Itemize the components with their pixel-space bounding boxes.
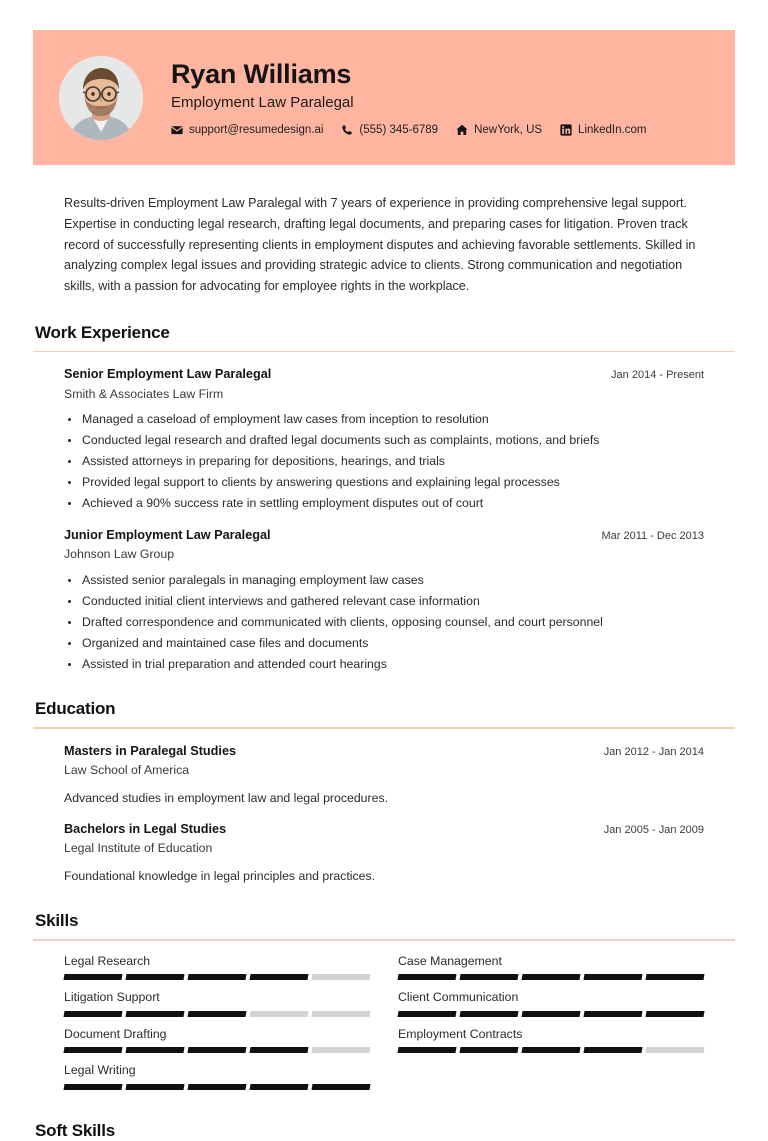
work-entry-bullets bbox=[64, 411, 704, 512]
skill-rating-bar bbox=[64, 1084, 370, 1090]
linkedin-icon bbox=[560, 124, 572, 136]
skill-item bbox=[398, 953, 704, 981]
skill-rating-segment bbox=[521, 974, 580, 980]
education-entry-institution: Legal Institute of Education bbox=[64, 841, 213, 856]
list-item: Achieved a 90% success rate in settling employment disputes out of court bbox=[64, 495, 704, 512]
contact-location[interactable] bbox=[456, 124, 542, 136]
section-skills bbox=[33, 911, 735, 1099]
education-entry-header bbox=[64, 743, 704, 760]
work-entry-role: Junior Employment Law Paralegal bbox=[64, 527, 271, 542]
skill-item bbox=[64, 1026, 370, 1054]
skill-rating-segment bbox=[459, 1011, 518, 1017]
list-item: Drafted correspondence and communicated with clients, opposing counsel, and court personnel bbox=[64, 614, 704, 631]
skill-name: Client Communication bbox=[398, 990, 519, 1005]
contact-location-text: NewYork, US bbox=[474, 124, 543, 137]
skill-rating-segment bbox=[249, 1084, 308, 1090]
skill-item bbox=[398, 1026, 704, 1054]
skill-rating-segment bbox=[311, 1084, 370, 1090]
list-item: Conducted legal research and drafted legal documents such as complaints, motions, and briefs bbox=[64, 432, 704, 449]
skill-rating-segment bbox=[125, 1047, 184, 1053]
work-entry-header bbox=[64, 366, 704, 383]
education-entry-degree: Bachelors in Legal Studies bbox=[64, 821, 227, 836]
work-entry-date: Jan 2014 - Present bbox=[611, 369, 704, 382]
skill-rating-bar bbox=[398, 974, 704, 980]
skill-rating-segment bbox=[397, 974, 456, 980]
section-title-education: Education bbox=[35, 699, 116, 719]
education-entry-description: Advanced studies in employment law and legal procedures. bbox=[64, 790, 389, 805]
education-entry bbox=[33, 743, 735, 807]
header-text-block bbox=[171, 59, 709, 136]
skill-rating-segment bbox=[187, 1011, 246, 1017]
skill-rating-segment bbox=[397, 1047, 456, 1053]
email-icon bbox=[171, 124, 183, 136]
education-entry bbox=[33, 821, 735, 885]
skill-rating-segment bbox=[63, 1011, 122, 1017]
skill-rating-bar bbox=[64, 974, 370, 980]
section-divider bbox=[33, 351, 735, 353]
skill-item bbox=[398, 989, 704, 1017]
list-item: Provided legal support to clients by answering questions and explaining legal processes bbox=[64, 474, 704, 491]
skill-rating-segment bbox=[583, 974, 642, 980]
list-item: Assisted senior paralegals in managing employment law cases bbox=[64, 572, 704, 589]
section-title-work-experience: Work Experience bbox=[35, 322, 170, 342]
contact-linkedin-text: LinkedIn.com bbox=[578, 124, 647, 137]
skill-rating-segment bbox=[583, 1047, 642, 1053]
list-item: Assisted attorneys in preparing for depositions, hearings, and trials bbox=[64, 453, 704, 470]
list-item: Assisted in trial preparation and attended court hearings bbox=[64, 656, 704, 673]
skill-rating-segment bbox=[459, 974, 518, 980]
skill-rating-segment bbox=[249, 974, 308, 980]
skill-item bbox=[64, 989, 370, 1017]
work-entry-date: Mar 2011 - Dec 2013 bbox=[601, 529, 704, 542]
skill-name: Document Drafting bbox=[64, 1026, 167, 1041]
work-entry-role: Senior Employment Law Paralegal bbox=[64, 367, 272, 382]
contact-linkedin[interactable] bbox=[560, 124, 646, 136]
list-item: Conducted initial client interviews and gathered relevant case information bbox=[64, 593, 704, 610]
skill-name: Legal Writing bbox=[64, 1063, 136, 1078]
work-entry-bullets bbox=[64, 572, 704, 673]
section-title-skills: Skills bbox=[35, 911, 79, 931]
skill-rating-segment bbox=[125, 1011, 184, 1017]
education-entry-date: Jan 2012 - Jan 2014 bbox=[603, 745, 704, 758]
list-item: Organized and maintained case files and documents bbox=[64, 635, 704, 652]
education-entry-description: Foundational knowledge in legal principles and practices. bbox=[64, 868, 376, 883]
skill-name: Employment Contracts bbox=[398, 1026, 523, 1041]
resume-header bbox=[33, 30, 735, 165]
phone-icon bbox=[341, 124, 353, 136]
contact-phone-text: (555) 345-6789 bbox=[359, 124, 439, 137]
home-icon bbox=[456, 124, 468, 136]
skill-item bbox=[64, 1062, 370, 1090]
education-entry-institution: Law School of America bbox=[64, 763, 190, 778]
skill-name: Legal Research bbox=[64, 953, 151, 968]
contact-email[interactable] bbox=[171, 124, 323, 136]
page-title: Ryan Williams bbox=[171, 58, 352, 89]
work-entry-organization: Smith & Associates Law Firm bbox=[64, 386, 224, 401]
section-work-experience bbox=[33, 323, 735, 673]
skill-name: Case Management bbox=[398, 953, 502, 968]
job-title: Employment Law Paralegal bbox=[171, 94, 354, 112]
contact-phone[interactable] bbox=[341, 124, 438, 136]
skill-rating-segment bbox=[311, 1011, 370, 1017]
skill-rating-segment bbox=[249, 1011, 308, 1017]
skill-rating-segment bbox=[645, 974, 704, 980]
skill-rating-bar bbox=[64, 1047, 370, 1053]
profile-photo-image bbox=[59, 56, 143, 140]
skill-rating-segment bbox=[187, 1084, 246, 1090]
skill-rating-bar bbox=[398, 1011, 704, 1017]
skill-rating-bar bbox=[64, 1011, 370, 1017]
work-entry bbox=[33, 527, 735, 673]
skill-rating-segment bbox=[397, 1011, 456, 1017]
section-divider bbox=[33, 727, 735, 729]
avatar bbox=[59, 56, 143, 140]
skill-rating-segment bbox=[645, 1011, 704, 1017]
skill-item bbox=[64, 953, 370, 981]
education-entry-date: Jan 2005 - Jan 2009 bbox=[603, 823, 704, 836]
skill-name: Litigation Support bbox=[64, 990, 160, 1005]
work-entry-header bbox=[64, 527, 704, 544]
skill-rating-segment bbox=[459, 1047, 518, 1053]
list-item: Managed a caseload of employment law cases from inception to resolution bbox=[64, 411, 704, 428]
education-entry-degree: Masters in Paralegal Studies bbox=[64, 743, 237, 758]
section-title-soft-skills: Soft Skills bbox=[35, 1121, 115, 1141]
skill-rating-segment bbox=[521, 1011, 580, 1017]
skills-grid bbox=[33, 953, 735, 1099]
skill-rating-segment bbox=[125, 1084, 184, 1090]
contact-list bbox=[171, 124, 709, 136]
skill-rating-segment bbox=[645, 1047, 704, 1053]
skill-rating-segment bbox=[249, 1047, 308, 1053]
skill-rating-segment bbox=[125, 974, 184, 980]
work-entry-organization: Johnson Law Group bbox=[64, 547, 175, 562]
skill-rating-segment bbox=[187, 1047, 246, 1053]
education-entry-header bbox=[64, 821, 704, 838]
skill-rating-segment bbox=[311, 1047, 370, 1053]
skill-rating-segment bbox=[583, 1011, 642, 1017]
skill-rating-bar bbox=[398, 1047, 704, 1053]
section-education bbox=[33, 699, 735, 885]
skill-rating-segment bbox=[311, 974, 370, 980]
skill-rating-segment bbox=[187, 974, 246, 980]
skill-rating-segment bbox=[521, 1047, 580, 1053]
contact-email-text: support@resumedesign.ai bbox=[189, 124, 324, 137]
work-entry bbox=[33, 366, 735, 512]
section-divider bbox=[33, 939, 735, 941]
skill-rating-segment bbox=[63, 1084, 122, 1090]
skill-rating-segment bbox=[63, 1047, 122, 1053]
skill-rating-segment bbox=[63, 974, 122, 980]
professional-summary: Results-driven Employment Law Paralegal with 7 years of experience in providing comprehensive legal support. Expertise in conducting legal research, drafting legal documents, and preparing cases for litigation. Proven track record of successfully representing clients in employment disputes and achieving favorable settlements. Skilled in analyzing complex legal issues and providing strategic advice to clients. Strong communication and negotiation skills, with a passion for advocating for employee rights in the workplace. bbox=[64, 196, 696, 294]
